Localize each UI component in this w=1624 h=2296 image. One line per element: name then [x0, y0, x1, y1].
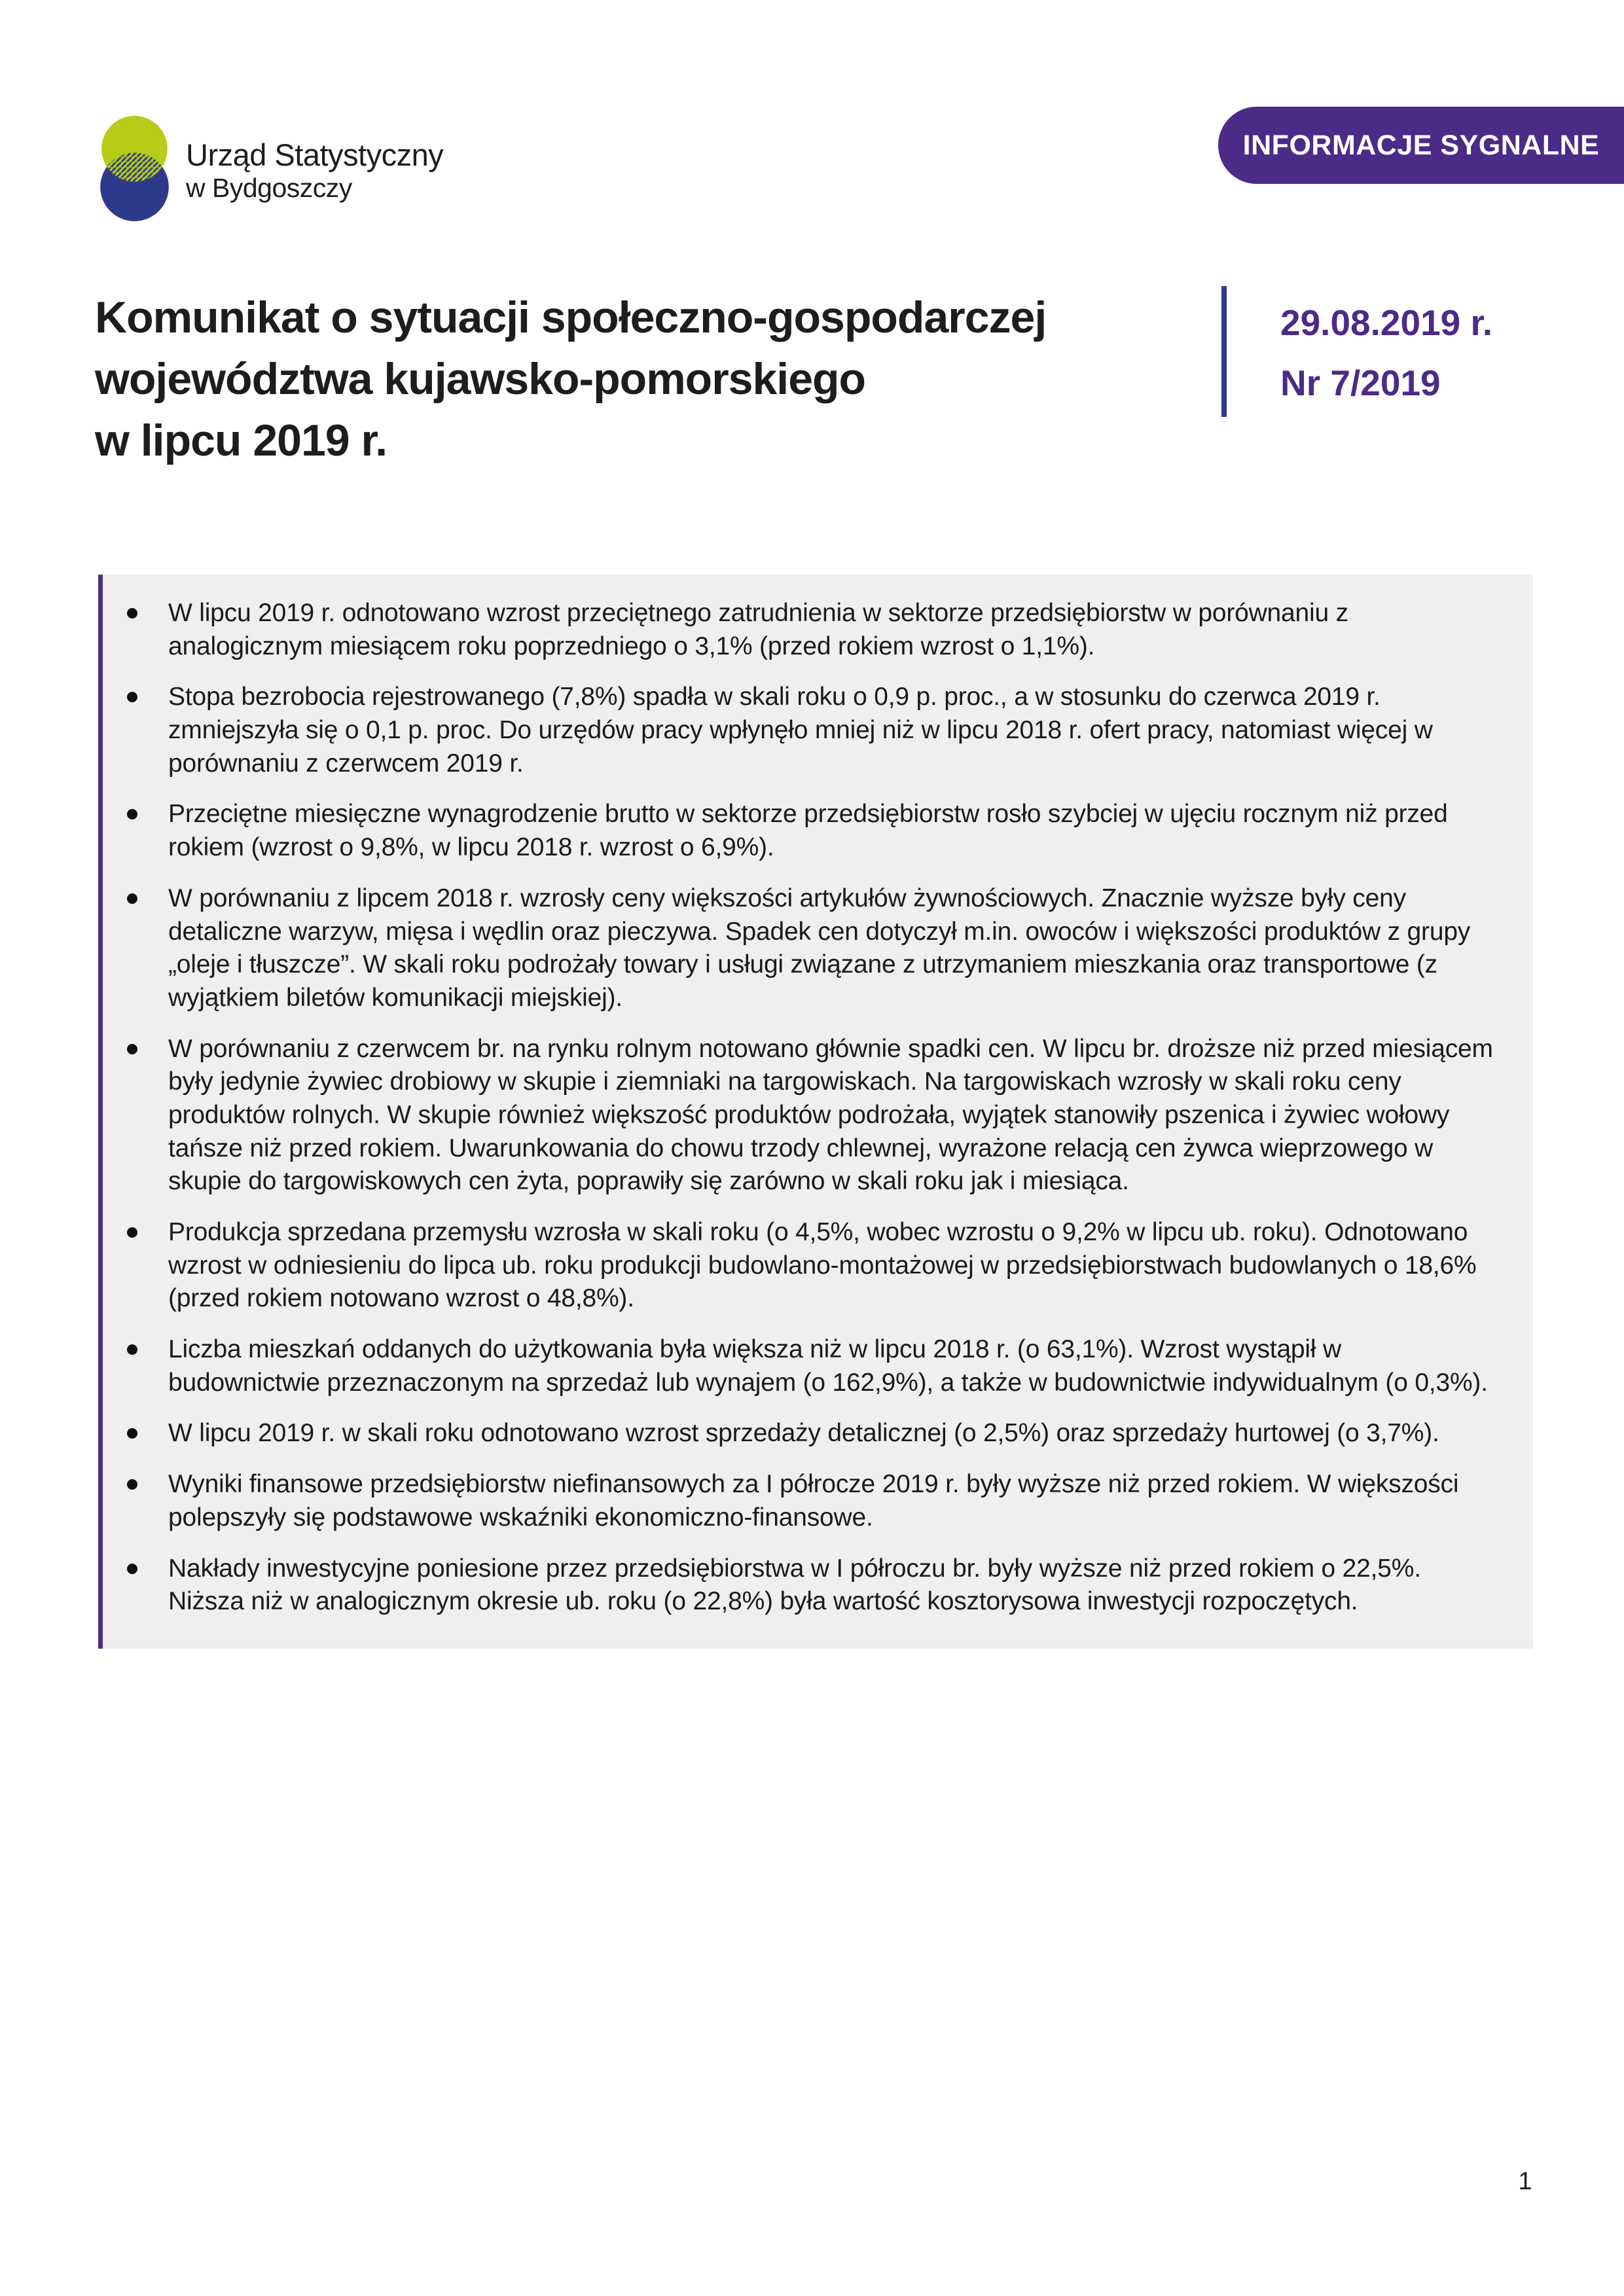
- page-title-line-3: w lipcu 2019 r.: [95, 416, 388, 465]
- list-item: Nakłady inwestycyjne poniesione przez przedsiębiorstwa w I półroczu br. były wyższe niż przed rokiem o 22,5%. Niższa niż w analogicznym okresie ub. roku (o 22,8%) była wartość kosztorysowa inwestycji rozpoczętych.: [168, 1552, 1499, 1619]
- logo-org-city: w Bydgoszczy: [186, 173, 352, 203]
- page-title: [95, 287, 1201, 471]
- list-item: Wyniki finansowe przedsiębiorstw niefinansowych za I półrocze 2019 r. były wyższe niż przed rokiem. W większości polepszyły się podstawowe wskaźniki ekonomiczno-finansowe.: [168, 1468, 1499, 1534]
- list-item: W porównaniu z lipcem 2018 r. wzrosły ceny większości artykułów żywnościowych. Znacznie wyższe były ceny detaliczne warzyw, mięsa i wędlin oraz pieczywa. Spadek cen dotyczył m.in. owoców i większości produktów z grupy „oleje i tłuszcze”. W skali roku podrożały towary i usługi związane z utrzymaniem mieszkania oraz transportowe (z wyjątkiem biletów komunikacji miejskiej).: [168, 882, 1499, 1015]
- list-item: Przeciętne miesięczne wynagrodzenie brutto w sektorze przedsiębiorstw rosło szybciej w ujęciu rocznym niż przed rokiem (wzrost o 9,8%, w lipcu 2018 r. wzrost o 6,9%).: [168, 798, 1499, 864]
- list-item: Stopa bezrobocia rejestrowanego (7,8%) spadła w skali roku o 0,9 p. proc., a w stosunku do czerwca 2019 r. zmniejszyła się o 0,1 p. proc. Do urzędów pracy wpłynęło mniej niż w lipcu 2018 r. ofert pracy, natomiast więcej w porównaniu z czerwcem 2019 r.: [168, 681, 1499, 780]
- informacje-sygnalne-badge: INFORMACJE SYGNALNE: [1218, 107, 1624, 184]
- logo-text: [186, 138, 443, 204]
- list-item: W lipcu 2019 r. w skali roku odnotowano wzrost sprzedaży detalicznej (o 2,5%) oraz sprzedaży hurtowej (o 3,7%).: [168, 1417, 1499, 1450]
- page-title-line-1: Komunikat o sytuacji społeczno-gospodarczej: [95, 293, 1047, 342]
- list-item: W lipcu 2019 r. odnotowano wzrost przeciętnego zatrudnienia w sektorze przedsiębiorstw w porównaniu z analogicznym miesiącem roku poprzedniego o 3,1% (przed rokiem wzrost o 1,1%).: [168, 597, 1499, 663]
- issue-date: 29.08.2019 r.: [1280, 302, 1493, 343]
- logo-circles-icon: [100, 115, 169, 223]
- page-number: 1: [1518, 2168, 1532, 2195]
- logo: [100, 115, 443, 223]
- issue-divider: [1221, 286, 1227, 417]
- list-item: Produkcja sprzedana przemysłu wzrosła w skali roku (o 4,5%, wobec wzrostu o 9,2% w lipcu ub. roku). Odnotowano wzrost w odniesieniu do lipca ub. roku produkcji budowlano-montażowej w przedsiębiorstwach budowlanych o 18,6% (przed rokiem notowano wzrost o 48,8%).: [168, 1216, 1499, 1316]
- list-item: Liczba mieszkań oddanych do użytkowania była większa niż w lipcu 2018 r. (o 63,1%). Wzrost wystąpił w budownictwie przeznaczonym na sprzedaż lub wynajem (o 162,9%), a także w budownictwie indywidualnym (o 0,3%).: [168, 1333, 1499, 1399]
- logo-org-name: Urząd Statystyczny: [186, 137, 444, 172]
- highlights-box: [98, 575, 1533, 1649]
- list-item: W porównaniu z czerwcem br. na rynku rolnym notowano głównie spadki cen. W lipcu br. droższe niż przed miesiącem były jedynie żywiec drobiowy w skupie i ziemniaki na targowiskach. Na targowiskach wzrosły w skali roku ceny produktów rolnych. W skupie również większość produktów podrożała, wyjątek stanowiły pszenica i żywiec wołowy tańsze niż przed rokiem. Uwarunkowania do chowu trzody chlewnej, wyrażone relacją cen żywca wieprzowego w skupie do targowiskowych cen żyta, poprawiły się zarówno w skali roku jak i miesiąca.: [168, 1033, 1499, 1198]
- issue-block: [1280, 293, 1492, 413]
- issue-number: Nr 7/2019: [1280, 363, 1441, 403]
- highlights-list: [103, 597, 1499, 1619]
- page-title-line-2: województwa kujawsko-pomorskiego: [95, 354, 866, 404]
